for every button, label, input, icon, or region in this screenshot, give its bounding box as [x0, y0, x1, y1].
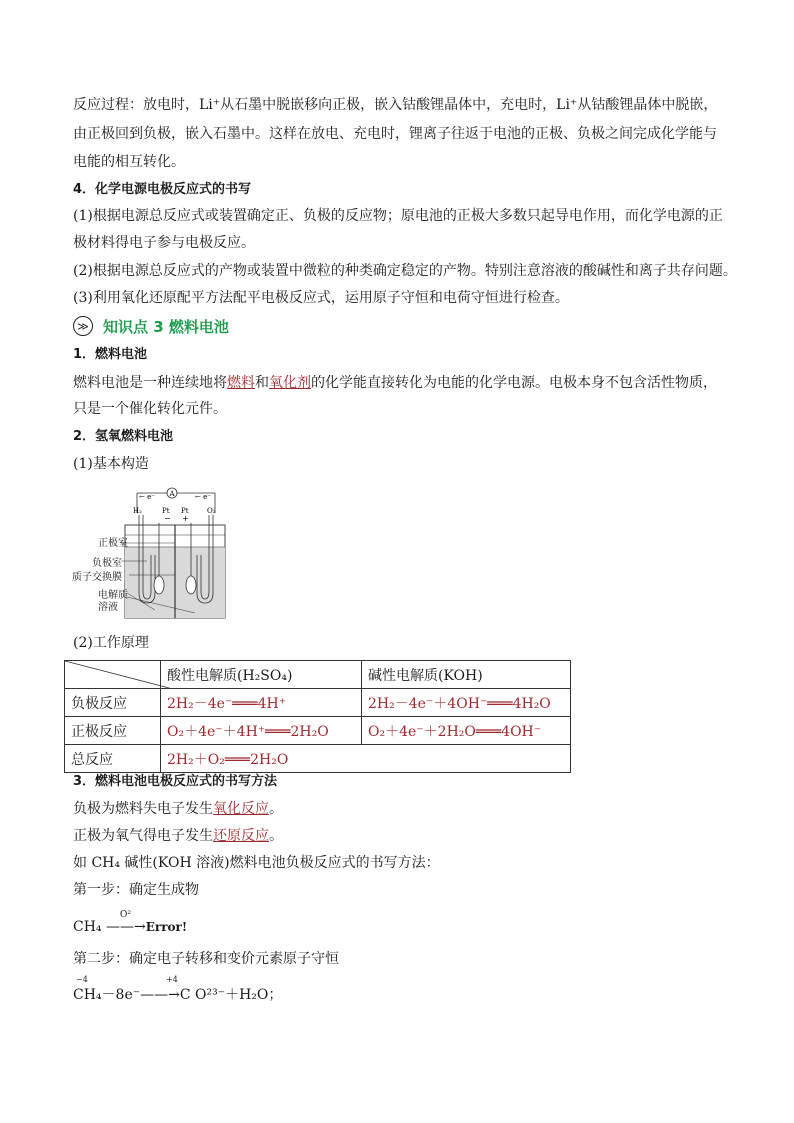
electron-flow-left: ← e⁻: [139, 493, 155, 501]
column-header: 碱性电解质(KOH): [362, 661, 571, 689]
sub-heading: (2)工作原理: [73, 635, 149, 651]
ammeter-label: A: [169, 490, 175, 498]
answer-oxidation: 氧化反应: [213, 801, 269, 817]
electron-flow-right: ← e⁻: [195, 493, 211, 501]
paragraph-line: (1)根据电源总反应式或装置确定正、负极的反应物；原电池的正极大多数只起导电作用，而化学电源的正: [73, 208, 723, 224]
plus-sign: +: [182, 514, 189, 523]
text: 的化学能直接转化为电能的化学电源。电极本身不包含活性物质，: [311, 375, 717, 391]
pt-left-label: Pt: [162, 507, 170, 515]
oxidation-state: −4: [76, 975, 88, 984]
paragraph-line: 如 CH₄ 碱性(KOH 溶液)燃料电池负极反应式的书写方法：: [73, 855, 440, 871]
equation-2: CH₄－8e⁻——→C O²³⁻＋H₂O；: [73, 987, 283, 1003]
label-negative-chamber: 负极室: [92, 558, 122, 569]
label-positive-chamber: 正极室: [98, 538, 128, 549]
paragraph-line: 电能的相互转化。: [73, 154, 185, 170]
paragraph-line: [73, 373, 717, 393]
table-row: [65, 717, 571, 745]
table-row: [65, 689, 571, 717]
reaction-arrow: ——→: [106, 919, 146, 935]
section-heading: 3．燃料电池电极反应式的书写方法: [73, 774, 278, 789]
oxidation-state: +4: [166, 975, 178, 984]
reaction-table: [64, 660, 571, 773]
arrow-with-label: [106, 910, 146, 937]
row-label: 负极反应: [65, 689, 161, 717]
paragraph-line: (3)利用氧化还原配平方法配平电极反应式，运用原子守恒和电荷守恒进行检查。: [73, 290, 569, 306]
step-heading: 第一步：确定生成物: [73, 882, 199, 898]
equation-1: [73, 910, 188, 937]
answer-fuel: 燃料: [227, 375, 255, 391]
answer-oxidant: 氧化剂: [269, 375, 311, 391]
table-cell: O₂＋4e⁻＋2H₂O═══4OH⁻: [362, 717, 571, 745]
row-label: 总反应: [65, 745, 161, 773]
answer-reduction: 还原反应: [213, 828, 269, 844]
diagonal-line: [65, 661, 173, 689]
minus-sign: −: [164, 514, 171, 523]
double-chevron-icon: ≫: [73, 316, 93, 336]
table-cell: O₂＋4e⁻＋4H⁺═══2H₂O: [161, 717, 362, 745]
text: 。: [269, 828, 283, 844]
table-corner-cell: [65, 661, 161, 689]
cathode-electrode: [186, 576, 196, 594]
paragraph-line: 只是一个催化转化元件。: [73, 401, 227, 417]
table-cell: 2H₂－4e⁻═══4H⁺: [161, 689, 362, 717]
table-cell: 2H₂－4e⁻＋4OH⁻═══4H₂O: [362, 689, 571, 717]
section-heading: 4．化学电源电极反应式的书写: [73, 182, 252, 197]
pt-right-label: Pt: [181, 507, 189, 515]
paragraph-line: 反应过程：放电时，Li⁺从石墨中脱嵌移向正极，嵌入钴酸锂晶体中，充电时，Li⁺从钴酸锂晶体中脱嵌，: [73, 97, 718, 113]
table-cell: 2H₂＋O₂═══2H₂O: [161, 745, 571, 773]
text: 。: [269, 801, 283, 817]
table-row: [65, 745, 571, 773]
text: 正极为氧气得电子发生: [73, 828, 213, 844]
anode-electrode: [154, 576, 164, 594]
paragraph-line: (2)根据电源总反应式的产物或装置中微粒的种类确定稳定的产物。特别注意溶液的酸碱性和离子共存问题。: [73, 263, 737, 279]
arrow-label: O²: [120, 910, 131, 920]
text: 燃料电池是一种连续地将: [73, 375, 227, 391]
label-solution: 溶液: [98, 602, 118, 613]
reactant: CH₄: [73, 919, 102, 935]
label-membrane: 质子交换膜: [72, 572, 122, 583]
table-header-row: [65, 661, 571, 689]
knowledge-point-title: 知识点 3 燃料电池: [103, 317, 229, 336]
sub-heading: (1)基本构造: [73, 456, 149, 472]
error-text: Error!: [145, 920, 188, 934]
paragraph-line: 由正极回到负极，嵌入石墨中。这样在放电、充电时，锂离子往返于电池的正极、负极之间完成化学能与: [73, 126, 717, 142]
diagram-labels: [90, 537, 126, 551]
oxygen-label: O₂: [207, 507, 216, 515]
knowledge-point-header: [73, 314, 229, 338]
hydrogen-label: H₂: [133, 507, 142, 515]
paragraph-line: 极材料得电子参与电极反应。: [73, 235, 255, 251]
column-header: 酸性电解质(H₂SO₄): [161, 661, 362, 689]
section-heading: 2．氢氧燃料电池: [73, 429, 174, 444]
step-heading: 第二步：确定电子转移和变价元素原子守恒: [73, 951, 339, 967]
text: 负极为燃料失电子发生: [73, 801, 213, 817]
row-label: 正极反应: [65, 717, 161, 745]
paragraph-line: [73, 799, 283, 819]
text: 和: [255, 375, 269, 391]
label-electrolyte: 电解质: [98, 590, 128, 601]
section-heading: 1．燃料电池: [73, 347, 148, 362]
paragraph-line: [73, 826, 283, 846]
